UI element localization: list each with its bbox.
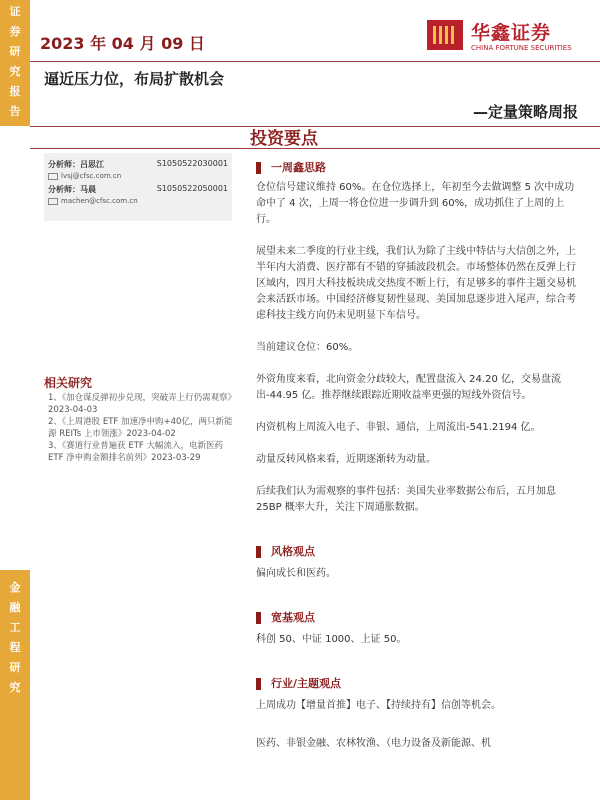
analyst-row — [48, 159, 228, 170]
heading-marker — [256, 162, 261, 174]
related-item[interactable]: 1、《加仓谋反弹初步兑现，突破弄上行仍需观察》2023-04-03 — [48, 393, 237, 415]
analyst-email[interactable] — [48, 197, 228, 205]
heading-marker — [256, 612, 261, 624]
paragraph: 外资角度来看，北向资金分歧较大，配置盘流入 24.20 亿，交易盘流出-44.95 亿。推荐继续跟踪近期收益率更强的短线外资信号。 — [256, 374, 561, 401]
heading-marker — [256, 546, 261, 558]
company-logo — [427, 18, 572, 52]
paragraph: 内资机构上周流入电子、非银、通信，上周流出-541.2194 亿。 — [256, 422, 541, 433]
section-heading — [256, 160, 584, 176]
paragraph: 仓位信号建议维持 60%。在仓位选择上，年初至今去做调整 5 次中成功命中了 4 次，上周一将仓位进一步调升到 60%，成功抓住了上周的上行。 — [256, 182, 575, 225]
paragraph: 动量反转风格来看，近期逐渐转为动量。 — [256, 454, 436, 465]
sidebar-char: 研 — [9, 661, 21, 674]
section-heading — [256, 544, 584, 560]
analyst-box — [44, 153, 232, 221]
analyst-id: S1050522030001 — [156, 159, 228, 168]
heading-text: 行业/主题观点 — [271, 677, 342, 690]
section-tag: 投资要点 — [250, 129, 318, 149]
email-text[interactable]: lvsj@cfsc.com.cn — [61, 172, 122, 180]
analyst-email[interactable] — [48, 172, 228, 180]
paragraph: 偏向成长和医药。 — [256, 568, 336, 579]
sidebar-char: 程 — [9, 641, 21, 654]
sidebar-char: 工 — [9, 621, 21, 634]
analyst-name: 分析师：马晨 — [48, 185, 96, 194]
section-heading — [256, 610, 584, 626]
heading-marker — [256, 678, 261, 690]
paragraph: 科创 50、中证 1000、上证 50。 — [256, 634, 407, 645]
paragraph: 后续我们认为需观察的事件包括：美国失业率数据公布后，五月加息 25BP 概率大升，关注下周通胀数据。 — [256, 486, 556, 513]
heading-text: 宽基观点 — [271, 611, 315, 624]
heading-text: 风格观点 — [271, 545, 315, 558]
paragraph: 上周成功【增量首推】电子、【持续持有】信创等机会。 — [256, 700, 501, 711]
sidebar-char: 告 — [9, 105, 21, 118]
sidebar-char: 报 — [9, 85, 21, 98]
analyst-id: S1050522050001 — [156, 184, 228, 193]
divider — [30, 148, 600, 149]
analyst-name: 分析师：吕思江 — [48, 160, 104, 169]
main-content — [256, 160, 584, 752]
mail-icon — [48, 198, 58, 205]
sidebar-char: 融 — [9, 601, 21, 614]
paragraph: 展望未来二季度的行业主线，我们认为除了主线中特估与大信创之外，上半年内大消费、医疗都有不错的穿插波段机会。市场整体仍然在反弹上行区域内，四月大科技板块成交热度不断上行，有足够多的事件主题交易机会来活跃市场。中国经济修复韧性显现、美国加息逐步进入尾声，综合考虑科技主线方向仍未见明显下车信号。 — [256, 246, 576, 321]
sidebar-char: 研 — [9, 45, 21, 58]
related-item[interactable]: 2、《上周港股 ETF 加速净申购+40亿，两只新能源 REITs 上市领涨》2023-04-02 — [48, 417, 233, 439]
paragraph: 当前建议仓位：60%。 — [256, 342, 359, 353]
mail-icon — [48, 173, 58, 180]
report-date: 2023 年 04 月 09 日 — [40, 34, 205, 53]
sidebar-bottom-label — [0, 570, 30, 800]
logo-name-en: CHINA FORTUNE SECURITIES — [471, 44, 572, 52]
sidebar-char: 究 — [9, 65, 21, 78]
analyst-row — [48, 184, 228, 195]
sidebar-char: 究 — [9, 681, 21, 694]
related-research-list — [48, 392, 238, 464]
heading-text: 一周鑫思路 — [271, 161, 326, 174]
paragraph: 医药、非银金融、农林牧渔、（电力设备及新能源、机 — [256, 738, 491, 749]
sidebar-char: 证 — [9, 5, 21, 18]
logo-name-cn: 华鑫证券 — [471, 22, 552, 44]
sidebar-top-label — [0, 0, 30, 126]
divider — [30, 61, 600, 62]
logo-icon — [427, 20, 463, 50]
related-item[interactable]: 3、《赛道行业普遍获 ETF 大幅流入，电新医药 ETF 净申购金额排名前列》2023-03-29 — [48, 441, 224, 463]
sidebar-char: 券 — [9, 25, 21, 38]
email-text[interactable]: machen@cfsc.com.cn — [61, 197, 138, 205]
report-title: 逼近压力位，布局扩散机会 — [44, 70, 225, 88]
report-subtitle: —定量策略周报 — [472, 103, 578, 121]
section-heading — [256, 676, 584, 692]
related-research-heading: 相关研究 — [44, 376, 93, 390]
sidebar-char: 金 — [9, 581, 21, 594]
